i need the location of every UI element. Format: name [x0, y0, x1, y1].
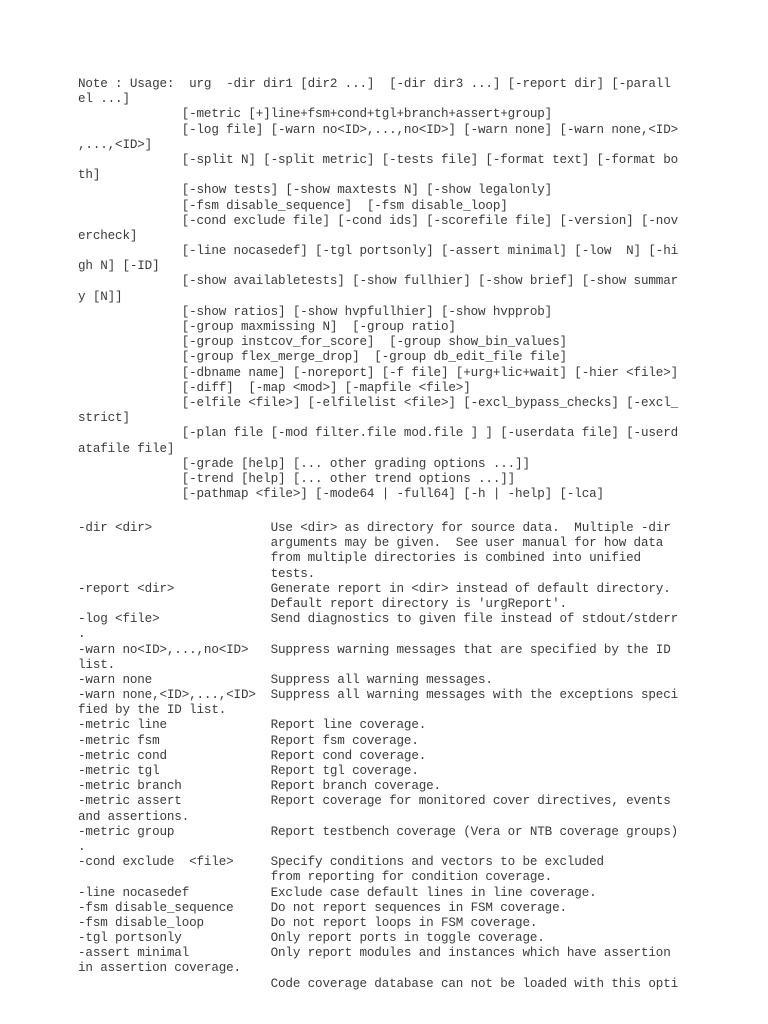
usage-line: [-show availabletests] [-show fullhier] [-show brief] [-show summar — [78, 274, 679, 289]
usage-line: [-show ratios] [-show hvpfullhier] [-show hvpprob] — [78, 304, 553, 319]
usage-line: [-line nocasedef] [-tgl portsonly] [-assert minimal] [-low N] [-hi — [78, 244, 679, 259]
usage-line: [-show tests] [-show maxtests N] [-show legalonly] — [78, 183, 553, 198]
option-line: -metric branch Report branch coverage. — [78, 779, 441, 794]
usage-line: [-log file] [-warn no<ID>,...,no<ID>] [-warn none] [-warn none,<ID> — [78, 122, 679, 137]
option-line: in assertion coverage. — [78, 961, 241, 976]
usage-line: th] — [78, 168, 101, 183]
option-line: from reporting for condition coverage. — [78, 870, 553, 885]
option-line: -warn no<ID>,...,no<ID> Suppress warning messages that are specified by the ID — [78, 642, 671, 657]
usage-line: [-split N] [-split metric] [-tests file] [-format text] [-format bo — [78, 152, 679, 167]
option-line: -metric cond Report cond coverage. — [78, 748, 427, 763]
usage-line: ercheck] — [78, 228, 138, 243]
option-line: and assertions. — [78, 809, 190, 824]
options-block — [78, 521, 698, 992]
usage-line: [-diff] [-map <mod>] [-mapfile <file>] — [78, 380, 471, 395]
option-line: tests. — [78, 566, 316, 581]
usage-line: gh N] [-ID] — [78, 259, 160, 274]
usage-line: [-group flex_merge_drop] [-group db_edit_file file] — [78, 350, 567, 365]
option-line: . — [78, 627, 86, 642]
usage-line: [-group maxmissing N] [-group ratio] — [78, 320, 456, 334]
option-line: Default report directory is 'urgReport'. — [78, 596, 567, 611]
usage-line: [-trend [help] [... other trend options ...]] — [78, 471, 516, 486]
option-line: -cond exclude <file> Specify conditions and vectors to be excluded — [78, 855, 604, 870]
option-line: -metric fsm Report fsm coverage. — [78, 733, 419, 748]
option-line: -assert minimal Only report modules and instances which have assertion — [78, 946, 671, 961]
option-line: from multiple directories is combined into unified — [78, 551, 641, 566]
usage-line: Note : Usage: urg -dir dir1 [dir2 ...] [-dir dir3 ...] [-report dir] [-parall — [78, 77, 671, 91]
usage-line: [-grade [help] [... other grading options ...]] — [78, 456, 530, 471]
option-line: -fsm disable_loop Do not report loops in FSM coverage. — [78, 915, 538, 930]
option-line: -metric group Report testbench coverage (Vera or NTB coverage groups) — [78, 824, 679, 839]
usage-block — [78, 77, 698, 502]
option-line: -dir <dir> Use <dir> as directory for source data. Multiple -dir — [78, 521, 671, 535]
usage-line: el ...] — [78, 92, 130, 107]
option-line: Code coverage database can not be loaded with this opti — [78, 976, 679, 991]
usage-line: [-elfile <file>] [-elfilelist <file>] [-excl_bypass_checks] [-excl_ — [78, 395, 679, 410]
usage-line: [-pathmap <file>] [-mode64 | -full64] [-h | -help] [-lca] — [78, 487, 604, 502]
option-line: -log <file> Send diagnostics to given file instead of stdout/stderr — [78, 612, 679, 627]
option-line: arguments may be given. See user manual for how data — [78, 536, 664, 551]
usage-line: atafile file] — [78, 441, 175, 456]
usage-line: y [N]] — [78, 289, 123, 304]
option-line: list. — [78, 657, 116, 672]
option-line: -warn none Suppress all warning messages. — [78, 672, 493, 687]
usage-line: [-fsm disable_sequence] [-fsm disable_loop] — [78, 198, 508, 213]
usage-line: strict] — [78, 411, 130, 426]
option-line: -report <dir> Generate report in <dir> instead of default directory. — [78, 581, 671, 596]
option-line: -warn none,<ID>,...,<ID> Suppress all warning messages with the exceptions speci — [78, 688, 679, 703]
usage-line: [-dbname name] [-noreport] [-f file] [+urg+lic+wait] [-hier <file>] — [78, 365, 679, 380]
option-line: -fsm disable_sequence Do not report sequences in FSM coverage. — [78, 900, 567, 915]
usage-line: [-metric [+]line+fsm+cond+tgl+branch+assert+group] — [78, 107, 553, 122]
option-line: -tgl portsonly Only report ports in toggle coverage. — [78, 931, 545, 946]
usage-line: ,...,<ID>] — [78, 137, 153, 152]
option-line: -metric tgl Report tgl coverage. — [78, 764, 419, 778]
option-line: fied by the ID list. — [78, 703, 227, 718]
option-line: -metric line Report line coverage. — [78, 718, 427, 733]
option-line: . — [78, 839, 86, 854]
usage-line: [-cond exclude file] [-cond ids] [-scorefile file] [-version] [-nov — [78, 213, 679, 228]
usage-line: [-group instcov_for_score] [-group show_bin_values] — [78, 335, 567, 350]
option-line: -metric assert Report coverage for monitored cover directives, events — [78, 794, 671, 809]
usage-line: [-plan file [-mod filter.file mod.file ] ] [-userdata file] [-userd — [78, 426, 679, 441]
option-line: -line nocasedef Exclude case default lines in line coverage. — [78, 885, 597, 900]
